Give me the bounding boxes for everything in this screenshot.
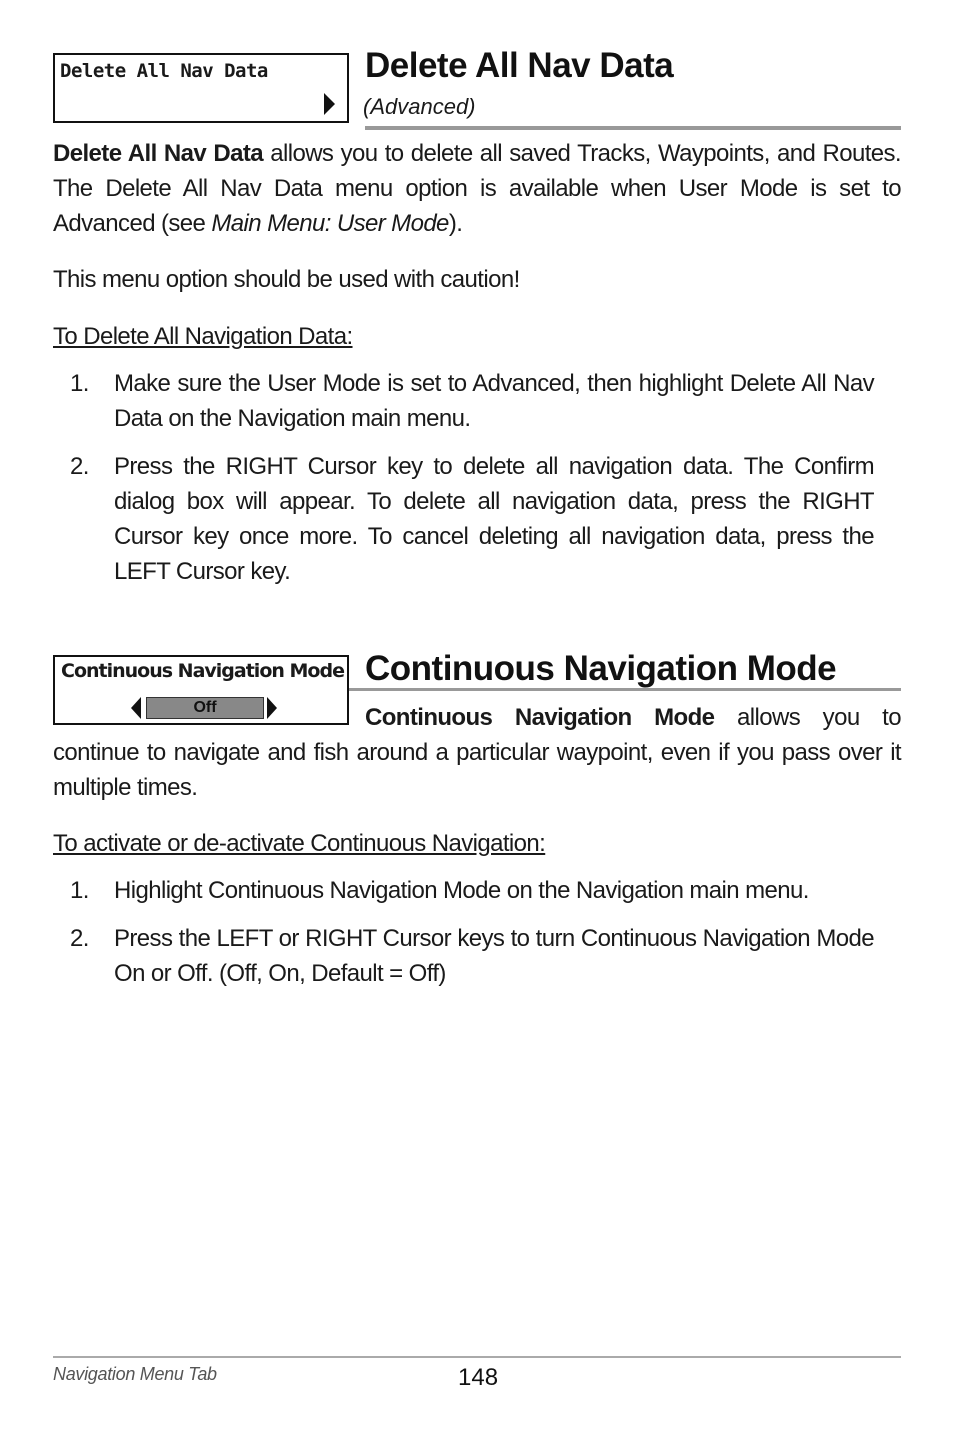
right-arrow-icon xyxy=(324,93,335,115)
list-item xyxy=(70,449,874,589)
footer-section-name: Navigation Menu Tab xyxy=(53,1364,217,1384)
delete-all-nav-data-menu-item xyxy=(53,53,349,123)
intro-reference: Main Menu: User Mode xyxy=(211,210,449,237)
list-item xyxy=(70,921,874,991)
list-item xyxy=(70,366,874,436)
intro-end: ). xyxy=(448,210,463,237)
title-rule xyxy=(365,126,901,130)
intro-text: allows you to delete all saved Tracks, Waypoints, and Routes. The Delete All Nav Data menu option is available when User Mode is set to Advanced (see xyxy=(53,140,902,237)
procedure-heading: To Delete All Navigation Data: xyxy=(53,323,353,350)
list-text: Make sure the User Mode is set to Advanced, then highlight Delete All Nav Data on the Navigation main menu. xyxy=(114,370,874,432)
list-number: 1. xyxy=(70,877,89,904)
left-arrow-icon xyxy=(131,697,141,719)
list-item xyxy=(70,873,874,908)
continuous-navigation-mode-menu-item xyxy=(53,655,349,725)
caution-paragraph: This menu option should be used with caution! xyxy=(53,266,520,293)
list-number: 1. xyxy=(70,370,89,397)
list-text: Press the LEFT or RIGHT Cursor keys to turn Continuous Navigation Mode On or Off. (Off, On, Default = Off) xyxy=(114,925,874,987)
intro-text: allows you to xyxy=(714,704,901,731)
procedure-heading: To activate or de-activate Continuous Navigation: xyxy=(53,830,546,857)
intro-bold: Continuous Navigation Mode xyxy=(365,704,715,731)
footer-rule xyxy=(53,1356,901,1358)
right-arrow-icon xyxy=(267,697,277,719)
menu-item-value: Off xyxy=(146,697,264,719)
list-text: Press the RIGHT Cursor key to delete all navigation data. The Confirm dialog box will appear. To delete all navigation data, press the RIGHT Cursor key once more. To cancel deleting all navigation data, press the LEFT Cursor key. xyxy=(114,453,874,585)
page-number: 148 xyxy=(458,1364,499,1391)
list-text: Highlight Continuous Navigation Mode on the Navigation main menu. xyxy=(114,877,809,904)
list-number: 2. xyxy=(70,453,89,480)
section-subtitle: (Advanced) xyxy=(363,94,476,119)
section-title: Continuous Navigation Mode xyxy=(365,649,837,688)
list-number: 2. xyxy=(70,925,89,952)
intro-bold: Delete All Nav Data xyxy=(53,140,263,167)
intro-paragraph: continue to navigate and fish around a particular waypoint, even if you pass over it multiple times. xyxy=(53,739,901,801)
menu-item-label: Delete All Nav Data xyxy=(60,60,268,82)
intro-first-line xyxy=(365,700,901,735)
section-title: Delete All Nav Data xyxy=(365,46,674,85)
title-rule xyxy=(349,688,901,691)
menu-item-label: Continuous Navigation Mode xyxy=(61,660,344,682)
intro-paragraph xyxy=(53,136,901,241)
